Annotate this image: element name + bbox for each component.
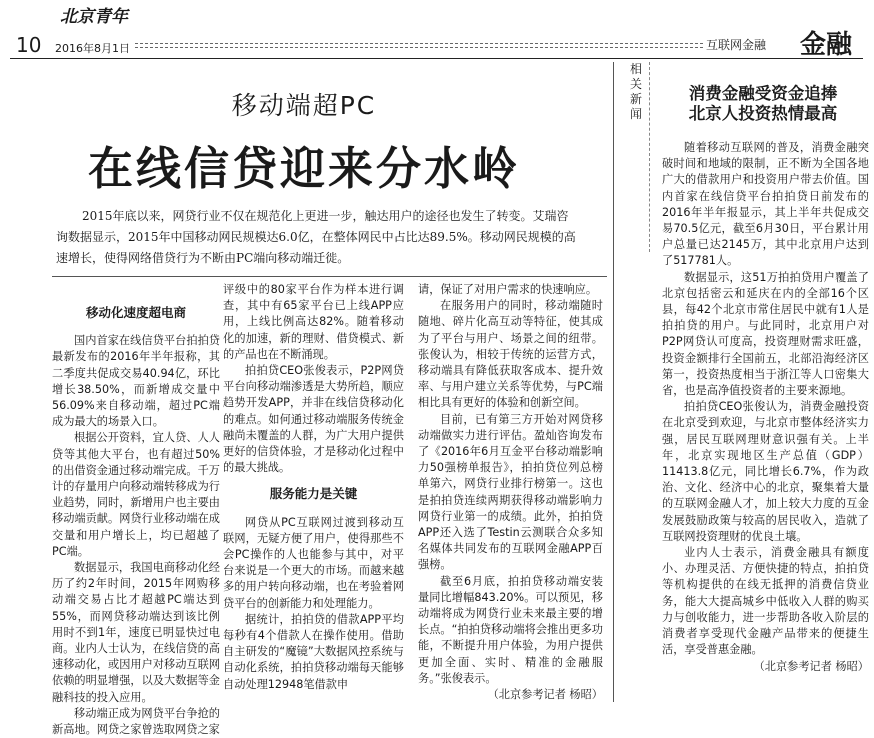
subhead: 服务能力是关键 [269,486,358,502]
section-title: 金融 [800,30,853,60]
issue-date: 2016年8月1日 [55,42,130,55]
paragraph: 截至6月底，拍拍贷移动端安装量同比增幅843.20%。可以预见，移动端将成为网贷行业未来最主要的增长点。“拍拍贷移动端将会推出更多功能，不断提升用户体验，为用户提供更加全面、实时、精准的金融服务。”张俊表示。 [418,574,603,685]
paragraph: 拍拍贷CEO张俊表示，P2P网贷平台向移动端渗透是大势所趋，顺应趋势开发APP，并非在线信贷移动化的难点。如何通过移动端服务传统金融尚未覆盖的人群，为广大用户提供更好的信贷体验，才是移动化过程中的最大挑战。 [223,364,404,475]
paragraph: 据统计，拍拍贷的借款APP平均每秒有4个借款人在操作使用。借助自主研发的“魔镜”大数据风控系统与自动化系统，拍拍贷移动端每天能够自动处理12948笔借款申 [223,612,404,691]
paragraph: 数据显示，我国电商移动化经历了约2年时间，2015年网购移动端交易占比才超越PC端达到55%，而网贷移动端达到该比例用时不到1年，速度已明显快过电商。业内人士认为，在线信贷的高速移动化，或因用户对移动互联网依赖的明显增强，以及大数据等金融科技的投入应用。 [52,561,220,704]
paragraph: 移动端正成为网贷平台争抢的新高地。网贷之家曾选取网贷之家 [52,706,220,737]
related-title-line-1: 消费金融受资金追捧 [688,84,838,103]
lead-divider [52,276,607,277]
paragraph: 随着移动互联网的普及，消费金融突破时间和地域的限制，正不断为全国各地广大的借款用户和投资用户带去价值。国内首家在线信贷平台拍拍贷日前发布的2016年半年报显示，其上半年共促成交易70.5亿元，截至6月30日，平台累计用户总量已达2145万，其中北京用户达到了517781人。 [662,141,869,268]
article-kicker: 移动端超PC [231,91,377,120]
header-rule [135,43,703,44]
paragraph: 根据公开资料，宜人贷、人人贷等其他大平台，也有超过50%的出借资金通过移动端完成。千万计的存量用户向移动端转移成为行业趋势，同时，新增用户也主要由移动端贡献。网贷行业移动端在成交量和用户增长上，均已超越了PC端。 [52,431,220,558]
article-column-2 [223,282,404,693]
related-news-label: 相关新闻 [629,62,642,121]
paragraph: 拍拍贷CEO张俊认为，消费金融投资在北京受到欢迎，与北京市整体经济实力强，居民互联网理财意识强有关。上半年，北京实现地区生产总值（GDP）11413.8亿元，同比增长6.7%，作为政治、文化、经济中心的北京，聚集着大量的互联网金融人才，加上较大力度的互金发展鼓励政策与较高的居民收入，造就了互联网投资理财的优良土壤。 [662,400,869,543]
paragraph: 国内首家在线信贷平台拍拍贷最新发布的2016年半年报称，其二季度共促成交易40.94亿，环比增长38.50%，而新增成交量中56.09%来自移动端，超过PC端成为最大的场景入口。 [52,334,220,429]
related-label-divider [649,62,650,252]
article-lead: 2015年底以来，网贷行业不仅在规范化上更进一步，触达用户的途径也发生了转变。艾瑞咨询数据显示，2015年中国移动网民规模达6.0亿，在整体网民中占比达89.5%。移动网民规模的高速增长，使得网络借贷行为不断由PC端向移动端迁徙。 [56,209,576,265]
related-news-body [662,140,869,675]
paragraph: 评级中的80家平台作为样本进行调查，其中有65家平台已上线APP应用，上线比例高达82%。随着移动化的加速，新的理财、借贷模式、新的产品也在不断涌现。 [223,283,404,361]
article-column-3 [418,282,603,703]
article-column-1 [52,295,220,738]
paragraph: 在服务用户的同时，移动端随时随地、碎片化高互动等特征，使其成为了平台与用户、场景之间的纽带。张俊认为，相较于传统的运营方式，移动端具有降低获取客成本、提升效率、与用户建立关系等优势，与PC端相比具有更好的体验和创新空间。 [418,299,603,410]
paragraph: 业内人士表示，消费金融具有额度小、办理灵活、方便快捷的特点，拍拍贷等机构提供的在线无抵押的消费信贷业务，能大大提高城乡中低收入人群的购买力与创收能力，进一步帮助各收入阶层的消费者享受现代金融产品带来的便捷生活，享受普惠金融。 [662,546,869,657]
article-headline: 在线信贷迎来分水岭 [87,142,520,195]
byline: （北京参考记者 杨昭） [753,659,869,673]
page-number: 10 [16,33,42,57]
column-divider [613,62,614,702]
subhead: 移动化速度超电商 [85,305,186,320]
paragraph: 数据显示，这51万拍拍贷用户覆盖了北京包括密云和延庆在内的全部16个区县，每42个北京市常住居民中就有1人是拍拍贷的用户。与此同时，北京用户对P2P网贷认可度高，投资理财需求旺盛，投资金额排行全国前五，北部沿海经济区第一，投资热度相当于浙江等人口密集大省，也是高净值投资者的主要来源地。 [662,270,869,398]
header-rule-2 [135,47,703,48]
paragraph: 目前，已有第三方开始对网贷移动端做实力进行评估。盈灿咨询发布了《2016年6月互金平台移动端影响力50强榜单报告》，拍拍贷位列总榜单第六，网贷行业排行榜第一。这也是拍拍贷连续两期获得移动端影响力网贷行业第一的成绩。此外，拍拍贷APP还入选了Testin云测联合众多知名媒体共同发布的互联网金融APP百强榜。 [418,412,603,572]
paragraph: 网贷从PC互联网过渡到移动互联网，无疑方便了用户，使得那些不会PC操作的人也能参与其中，对平台来说是一个更大的市场。而越来越多的用户转向移动端，也在考验着网贷平台的创新能力和处理能力。 [223,515,404,610]
section-name: 互联网金融 [706,38,767,52]
paragraph: 请，保证了对用户需求的快速响应。 [418,283,598,296]
newspaper-logo: 北京青年 [60,7,128,27]
related-news-title [657,84,869,124]
related-title-line-2: 北京人投资热情最高 [688,104,838,123]
byline: （北京参考记者 杨昭） [487,688,603,702]
header-divider [10,58,863,59]
